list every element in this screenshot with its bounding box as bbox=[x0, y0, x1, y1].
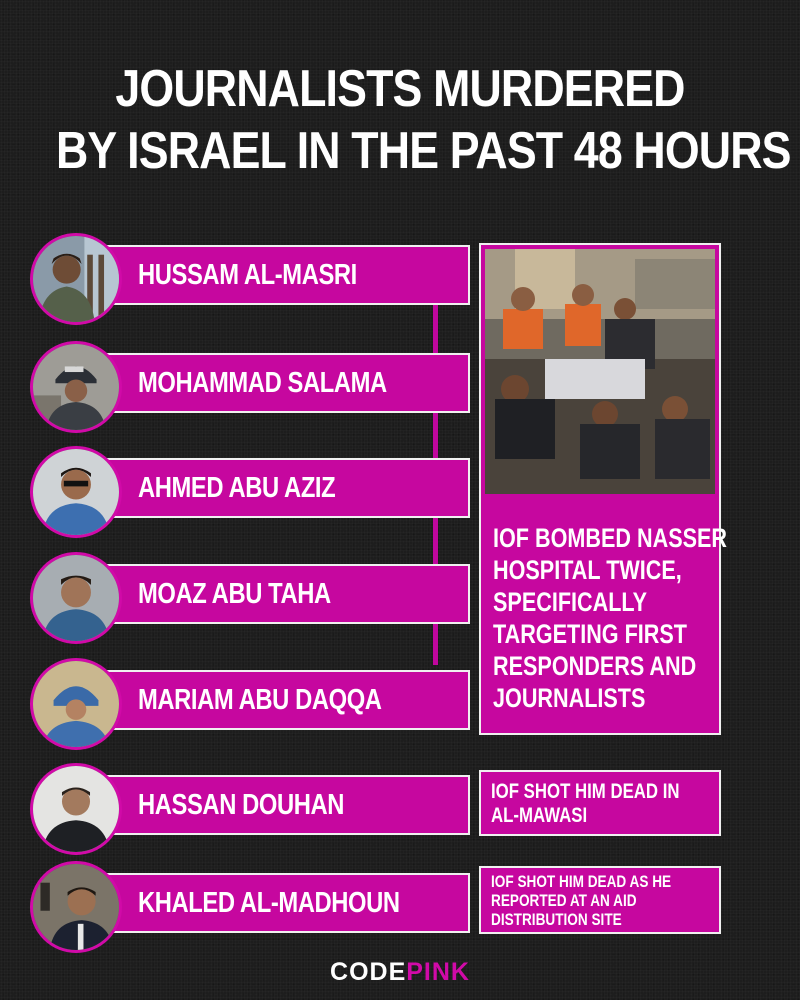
journalist-photo bbox=[30, 552, 122, 644]
journalist-photo bbox=[30, 233, 122, 325]
journalist-name: HUSSAM AL-MASRI bbox=[138, 258, 357, 291]
journalist-name: HASSAN DOUHAN bbox=[138, 788, 345, 821]
journalist-photo bbox=[30, 763, 122, 855]
journalist-name: KHALED AL-MADHOUN bbox=[138, 886, 400, 919]
nasser-hospital-photo bbox=[485, 249, 715, 494]
journalist-photo bbox=[30, 861, 122, 953]
journalist-row-mariam-abu-daqqa bbox=[30, 658, 440, 750]
journalist-photo bbox=[30, 446, 122, 538]
codepink-logo: CODEPINK bbox=[330, 958, 470, 986]
nasser-hospital-card bbox=[479, 243, 728, 735]
journalist-row-ahmed-abu-aziz bbox=[30, 446, 440, 538]
nasser-hospital-caption: IOF BOMBED NASSER HOSPITAL TWICE, SPECIFICALLY TARGETING FIRST RESPONDERS AND JOURNALISTS bbox=[493, 523, 728, 713]
journalist-name: MOHAMMAD SALAMA bbox=[138, 366, 387, 399]
journalist-photo bbox=[30, 658, 122, 750]
journalist-row-mohammad-salama bbox=[30, 341, 440, 433]
journalist-row-hassan-douhan bbox=[30, 763, 440, 855]
journalist-photo bbox=[30, 341, 122, 433]
journalist-name: MARIAM ABU DAQQA bbox=[138, 683, 382, 716]
journalist-name: AHMED ABU AZIZ bbox=[138, 471, 336, 504]
journalist-row-hussam-al-masri bbox=[30, 233, 440, 325]
headline bbox=[56, 58, 791, 182]
journalist-name: MOAZ ABU TAHA bbox=[138, 577, 331, 610]
journalist-row-khaled-al-madhoun bbox=[30, 861, 440, 953]
headline-line-2: BY ISRAEL IN THE PAST 48 HOURS bbox=[56, 122, 791, 180]
journalist-row-moaz-abu-taha bbox=[30, 552, 440, 644]
headline-line-1: JOURNALISTS MURDERED bbox=[115, 60, 685, 118]
madhoun-caption: IOF SHOT HIM DEAD AS HE REPORTED AT AN AID DISTRIBUTION SITE bbox=[479, 866, 721, 934]
douhan-caption: IOF SHOT HIM DEAD IN AL-MAWASI bbox=[479, 770, 721, 836]
